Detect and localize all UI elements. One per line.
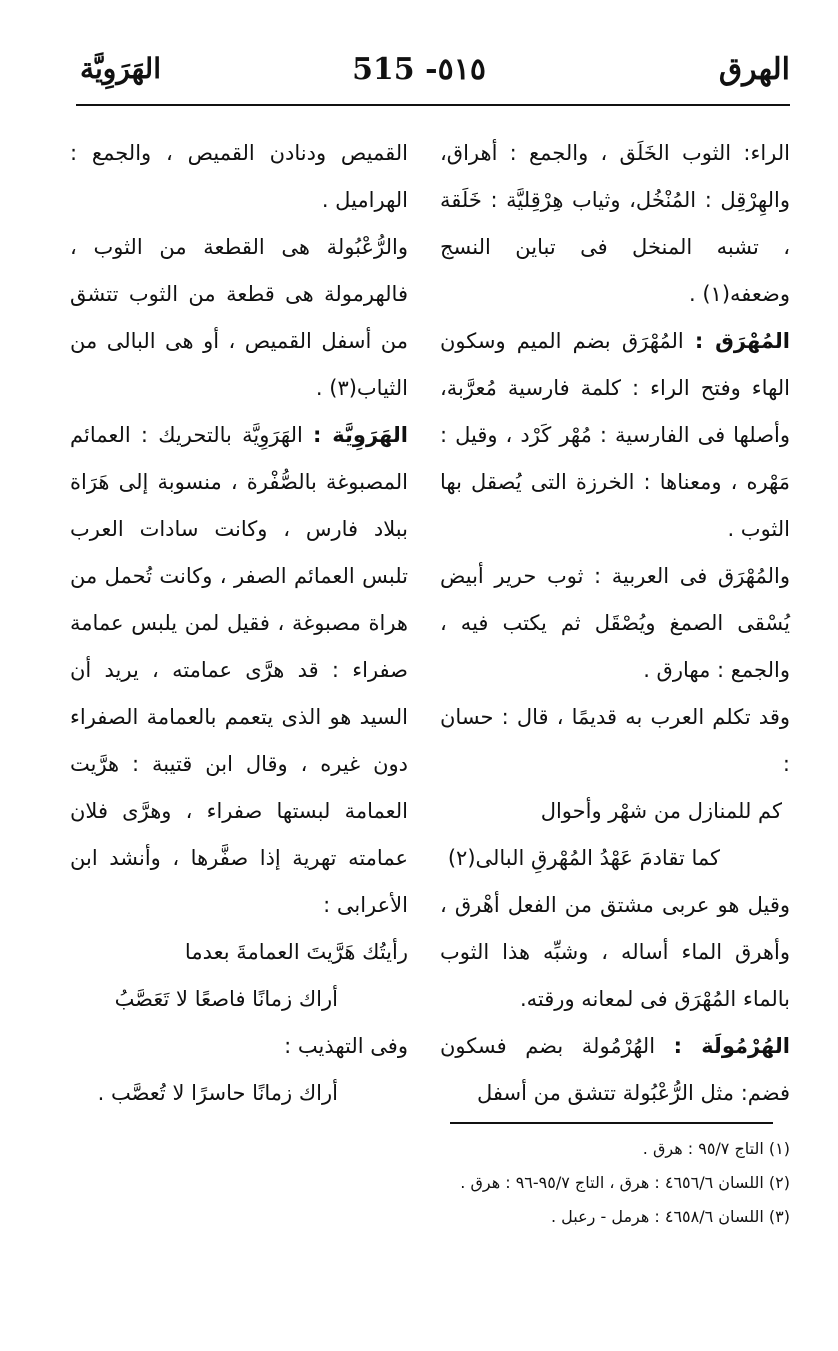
paragraph: والرُّعْبُولة هى القطعة من الثوب ، فالهرمولة هى قطعة من الثوب تتشق من أسفل القميص ، أو هى البالى من الثياب(٣) .	[70, 235, 408, 400]
footnote: (١) التاج ٩٥/٧ : هرق .	[642, 1139, 790, 1158]
entry-text: الهَرَوِيَّة بالتحريك : العمائم المصبوغة بالصُّفْرة ، منسوبة إلى هَرَاة ببلاد فارس ، وكانت سادات العرب تلبس العمائم الصفر ، وكانت تُحمل من هراة مصبوغة ، فقيل لمن يلبس عمامة صفراء : قد هرَّى عمامته ، يريد أن السيد هو الذى يتعمم بالعمامة الصفراء دون غيره ، وقال ابن قتيبة : هرَّيت العمامة لبستها صفراء ، وهرَّى فلان عمامته تهرية إذا صفَّرها ، وأنشد ابن الأعرابى :	[70, 423, 408, 917]
paragraph: والمُهْرَق فى العربية : ثوب حرير أبيض يُسْقى الصمغ ويُصْقَل ثم يكتب فيه ، والجمع : مهارق .	[440, 564, 790, 682]
header-divider	[76, 104, 790, 106]
paragraph: وفى التهذيب :	[284, 1034, 408, 1058]
entry-term: المُهْرَق :	[694, 329, 790, 353]
header-right-word: الهرق	[718, 52, 790, 87]
footnote: (٢) اللسان ٤٦٥٦/٦ : هرق ، التاج ٩٥/٧-٩٦ : هرق .	[460, 1173, 790, 1192]
left-text-column	[70, 130, 408, 1117]
footnote: (٣) اللسان ٤٦٥٨/٦ : هرمل - رعبل .	[551, 1207, 790, 1226]
footnote-divider	[450, 1122, 773, 1124]
verse-line: كم للمنازل من شهْر وأحوال	[540, 799, 782, 823]
entry-term: الهَرَوِيَّة :	[313, 423, 408, 447]
paragraph: الراء: الثوب الخَلَق ، والجمع : أهراق، والهِرْقِل : المُنْخُل، وثياب هِرْقِليَّة : خَلَقة ، تشبه المنخل فى تباين النسج وضعفه(١) .	[440, 141, 790, 306]
paragraph: القميص ودنادن القميص ، والجمع : الهراميل .	[70, 141, 408, 212]
entry-term: الهُرْمُولَة :	[673, 1034, 790, 1058]
paragraph: وقد تكلم العرب به قديمًا ، قال : حسان :	[440, 705, 790, 776]
footnotes	[50, 1132, 790, 1234]
header-left-word: الهَرَوِيَّة	[80, 52, 161, 85]
verse-line: كما تقادمَ عَهْدُ المُهْرقِ البالى(٢)	[447, 846, 720, 870]
paragraph: وقيل هو عربى مشتق من الفعل أهْرق ، وأهرق الماء أساله ، وشبِّه هذا الثوب بالماء المُهْرَق فى لمعانه ورقته.	[440, 893, 790, 1011]
right-text-column	[440, 130, 790, 1117]
entry-text: الهُرْمُولة بضم فسكون فضم: مثل الرُّعْبُولة تتشق من أسفل	[440, 1034, 790, 1105]
verse-line: أراك زمانًا حاسرًا لا تُعصَّب .	[97, 1081, 338, 1105]
paragraph	[440, 318, 790, 553]
verse-line: رأيتُك هَرَّيتَ العمامةَ بعدما	[184, 940, 408, 964]
entry-text: المُهْرَق بضم الميم وسكون الهاء وفتح الراء : كلمة فارسية مُعرَّبة، وأصلها فى الفارسية : مُهْر كَرْد ، وقيل : مَهْره ، ومعناها : الخرزة التى يُصقل بها الثوب .	[440, 329, 790, 541]
paragraph	[70, 412, 408, 929]
page-number: 515 -٥١٥	[352, 52, 486, 87]
paragraph	[440, 1023, 790, 1117]
verse-line: أراك زمانًا فاصعًا لا تَعَصَّبُ	[114, 987, 338, 1011]
